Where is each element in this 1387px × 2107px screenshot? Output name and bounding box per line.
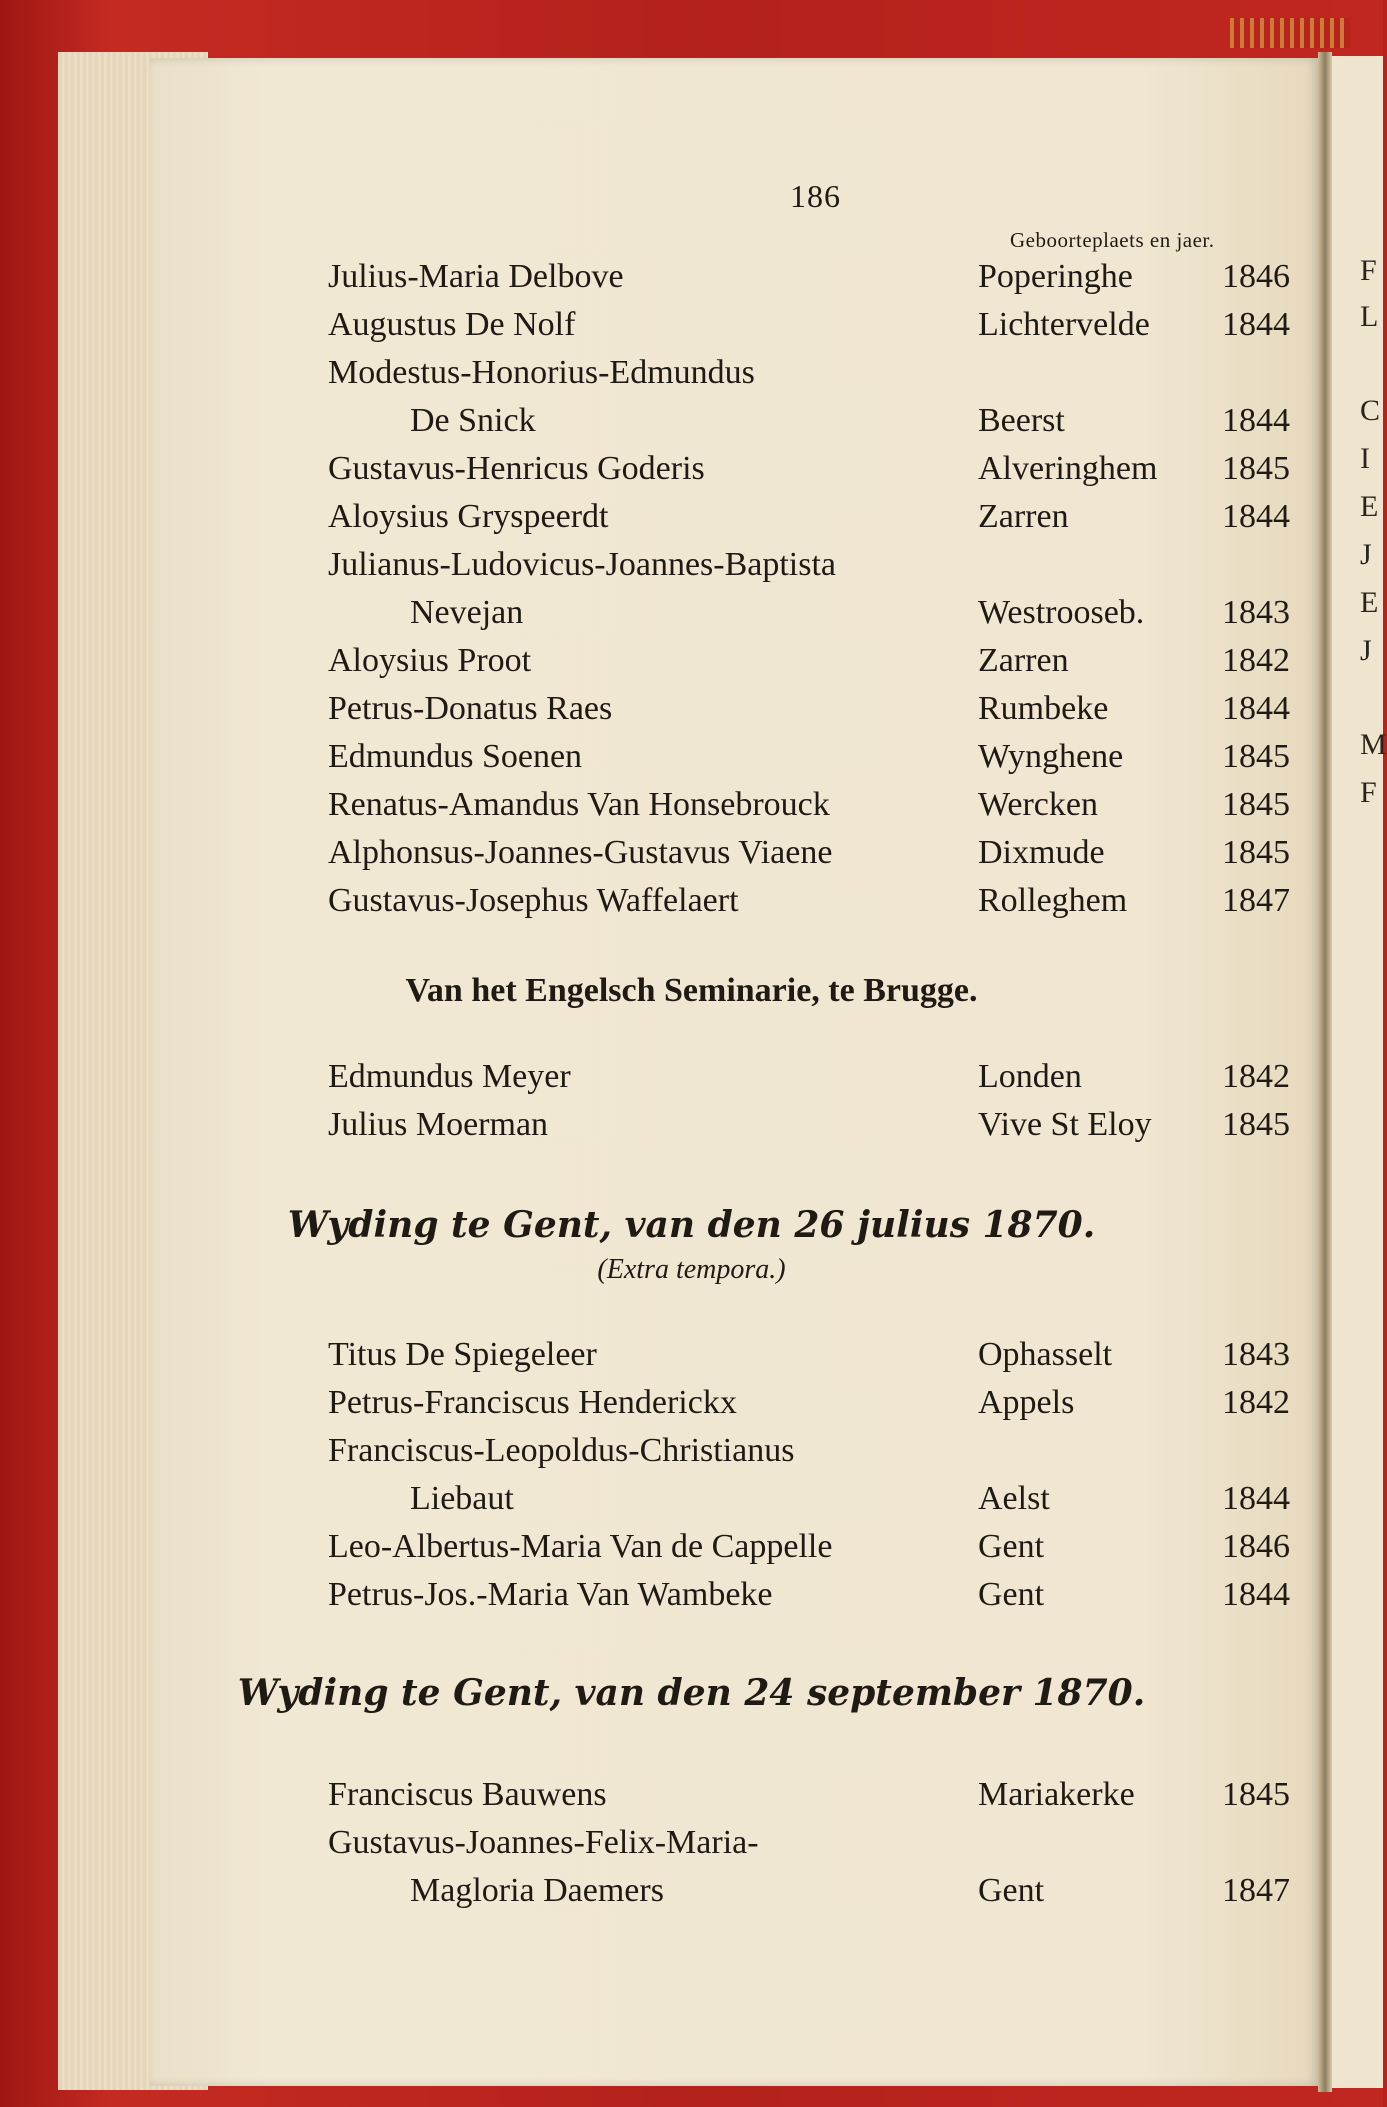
list-item [0, 402, 1383, 446]
birthplace: Gent [978, 1528, 1045, 1565]
page-number: 186 [790, 178, 841, 214]
person-name: Aloysius Proot [328, 642, 532, 679]
column-header: Geboorteplaets en jaer. [1010, 228, 1215, 252]
facing-page-letter: F [1360, 776, 1377, 809]
person-name: Edmundus Meyer [328, 1058, 571, 1095]
birth-year: 1845 [1222, 738, 1290, 775]
birthplace: Aelst [978, 1480, 1050, 1517]
birthplace: Mariakerke [978, 1776, 1135, 1813]
person-name: Julianus-Ludovicus-Joannes-Baptista [328, 546, 837, 583]
birth-year: 1845 [1222, 450, 1290, 487]
person-name: Petrus-Jos.-Maria Van Wambeke [328, 1576, 773, 1613]
list-item [0, 1480, 1383, 1524]
birthplace: Dixmude [978, 834, 1105, 871]
section-subheading: (Extra tempora.) [597, 1254, 786, 1285]
person-name: Julius-Maria Delbove [328, 258, 624, 295]
list-item [0, 258, 1383, 302]
birthplace: Rumbeke [978, 690, 1109, 727]
person-name: Liebaut [410, 1480, 514, 1517]
birth-year: 1845 [1222, 1776, 1290, 1813]
person-name: Edmundus Soenen [328, 738, 583, 775]
birth-year: 1844 [1222, 402, 1290, 439]
section-heading: Van het Engelsch Seminarie, te Brugge. [405, 972, 978, 1009]
person-name: Alphonsus-Joannes-Gustavus Viaene [328, 834, 833, 871]
person-name: Leo-Albertus-Maria Van de Cappelle [328, 1528, 833, 1565]
list-item [0, 594, 1383, 638]
list-item [0, 546, 1383, 590]
birthplace: Wynghene [978, 738, 1124, 775]
facing-page-letter: F [1360, 254, 1377, 287]
facing-page-letter: C [1360, 394, 1381, 427]
birth-year: 1846 [1222, 258, 1290, 295]
list-item [0, 738, 1383, 782]
facing-page-letter: E [1360, 586, 1379, 619]
person-name: Franciscus-Leopoldus-Christianus [328, 1432, 795, 1469]
list-item [0, 1576, 1383, 1620]
birth-year: 1846 [1222, 1528, 1290, 1565]
person-name: Modestus-Honorius-Edmundus [328, 354, 755, 391]
birthplace: Vive St Eloy [978, 1106, 1152, 1143]
facing-page-letter: M [1360, 728, 1387, 761]
facing-page-letter: L [1360, 300, 1379, 333]
person-name: Augustus De Nolf [328, 306, 576, 343]
facing-page-letter: J [1360, 634, 1372, 667]
birth-year: 1845 [1222, 1106, 1290, 1143]
list-item [0, 1384, 1383, 1428]
person-name: Petrus-Franciscus Henderickx [328, 1384, 737, 1421]
list-item [0, 1058, 1383, 1102]
birthplace: Appels [978, 1384, 1075, 1421]
list-item [0, 306, 1383, 350]
birth-year: 1847 [1222, 1872, 1290, 1909]
list-item [0, 1872, 1383, 1916]
birth-year: 1844 [1222, 498, 1290, 535]
birth-year: 1843 [1222, 594, 1290, 631]
person-name: Franciscus Bauwens [328, 1776, 607, 1813]
birth-year: 1847 [1222, 882, 1290, 919]
list-item [0, 1824, 1383, 1868]
birth-year: 1842 [1222, 1058, 1290, 1095]
list-item [0, 450, 1383, 494]
list-item [0, 882, 1383, 926]
person-name: Aloysius Gryspeerdt [328, 498, 609, 535]
list-item [0, 1336, 1383, 1380]
birthplace: Wercken [978, 786, 1098, 823]
birthplace: Zarren [978, 642, 1069, 679]
facing-page-letter: E [1360, 490, 1379, 523]
birth-year: 1844 [1222, 1480, 1290, 1517]
birthplace: Zarren [978, 498, 1069, 535]
list-item [0, 834, 1383, 878]
birth-year: 1842 [1222, 1384, 1290, 1421]
birthplace: Lichtervelde [978, 306, 1150, 343]
person-name: Nevejan [410, 594, 524, 631]
birth-year: 1843 [1222, 1336, 1290, 1373]
birth-year: 1844 [1222, 1576, 1290, 1613]
person-name: Gustavus-Joannes-Felix-Maria- [328, 1824, 759, 1861]
section-heading: Wyding te Gent, van den 26 julius 1870. [287, 1204, 1096, 1246]
section-heading: Wyding te Gent, van den 24 september 1870. [237, 1672, 1146, 1714]
list-item [0, 642, 1383, 686]
birthplace: Alveringhem [978, 450, 1158, 487]
person-name: Magloria Daemers [410, 1872, 664, 1909]
birthplace: Gent [978, 1872, 1045, 1909]
person-name: De Snick [410, 402, 536, 439]
facing-page-letter: J [1360, 538, 1372, 571]
list-item [0, 1106, 1383, 1150]
list-item [0, 1432, 1383, 1476]
birth-year: 1845 [1222, 834, 1290, 871]
list-item [0, 354, 1383, 398]
birthplace: Gent [978, 1576, 1045, 1613]
birth-year: 1845 [1222, 786, 1290, 823]
person-name: Titus De Spiegeleer [328, 1336, 597, 1373]
birth-year: 1844 [1222, 306, 1290, 343]
list-item [0, 498, 1383, 542]
list-item [0, 1776, 1383, 1820]
birthplace: Beerst [978, 402, 1065, 439]
birthplace: Poperinghe [978, 258, 1133, 295]
list-item [0, 1528, 1383, 1572]
person-name: Julius Moerman [328, 1106, 549, 1143]
person-name: Gustavus-Henricus Goderis [328, 450, 705, 487]
birth-year: 1842 [1222, 642, 1290, 679]
list-item [0, 786, 1383, 830]
birthplace: Londen [978, 1058, 1082, 1095]
birth-year: 1844 [1222, 690, 1290, 727]
birthplace: Ophasselt [978, 1336, 1113, 1373]
facing-page-letter: I [1360, 442, 1370, 475]
birthplace: Westrooseb. [978, 594, 1145, 631]
person-name: Petrus-Donatus Raes [328, 690, 613, 727]
person-name: Gustavus-Josephus Waffelaert [328, 882, 739, 919]
list-item [0, 690, 1383, 734]
person-name: Renatus-Amandus Van Honsebrouck [328, 786, 830, 823]
birthplace: Rolleghem [978, 882, 1128, 919]
